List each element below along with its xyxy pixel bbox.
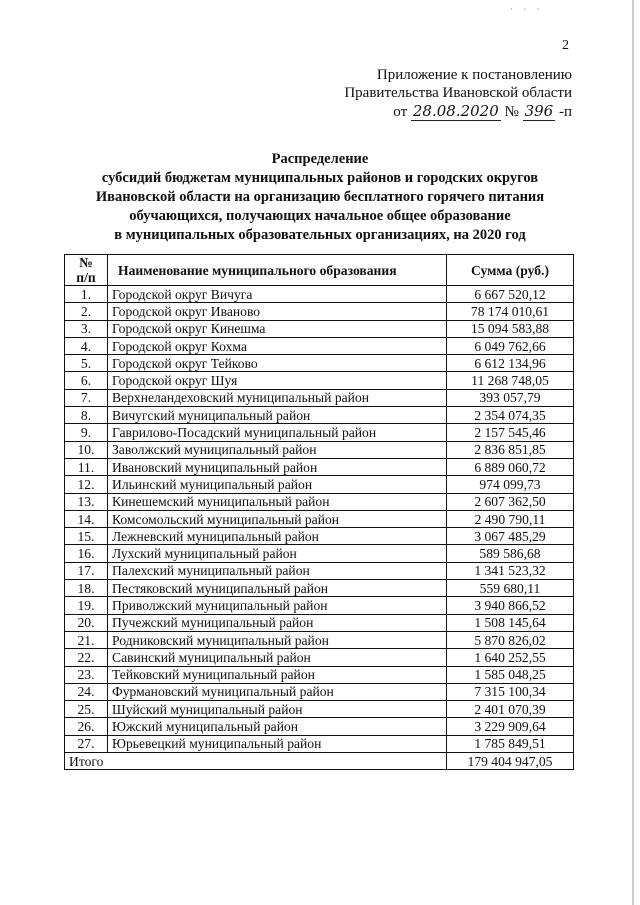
row-num: 6.	[65, 372, 108, 389]
row-name: Родниковский муниципальный район	[108, 631, 447, 648]
table-row	[65, 528, 574, 545]
row-name: Лежневский муниципальный район	[108, 528, 447, 545]
header-num-line1: №	[79, 255, 93, 270]
row-name: Вичугский муниципальный район	[108, 407, 447, 424]
row-name: Пестяковский муниципальный район	[108, 580, 447, 597]
table-row	[65, 562, 574, 579]
scan-speckle: · · ·	[510, 4, 544, 14]
row-name: Приволжский муниципальный район	[108, 597, 447, 614]
table-row	[65, 597, 574, 614]
row-sum: 2 490 790,11	[447, 510, 574, 527]
row-sum: 393 057,79	[447, 389, 574, 406]
row-name: Южский муниципальный район	[108, 718, 447, 735]
row-name: Тейковский муниципальный район	[108, 666, 447, 683]
header-name: Наименование муниципального образования	[108, 255, 447, 286]
row-name: Пучежский муниципальный район	[108, 614, 447, 631]
row-sum: 559 680,11	[447, 580, 574, 597]
table-row	[65, 303, 574, 320]
row-sum: 1 785 849,51	[447, 735, 574, 752]
row-num: 23.	[65, 666, 108, 683]
row-name: Лухский муниципальный район	[108, 545, 447, 562]
row-name: Городской округ Кинешма	[108, 320, 447, 337]
row-name: Палехский муниципальный район	[108, 562, 447, 579]
subsidy-table	[64, 254, 574, 770]
table-row	[65, 389, 574, 406]
header-num	[65, 255, 108, 286]
row-sum: 3 940 866,52	[447, 597, 574, 614]
table-row	[65, 407, 574, 424]
table-row	[65, 355, 574, 372]
row-num: 12.	[65, 476, 108, 493]
row-num: 20.	[65, 614, 108, 631]
row-sum: 974 099,73	[447, 476, 574, 493]
row-num: 25.	[65, 701, 108, 718]
row-sum: 15 094 583,88	[447, 320, 574, 337]
row-sum: 3 229 909,64	[447, 718, 574, 735]
row-num: 10.	[65, 441, 108, 458]
page-number: 2	[562, 38, 569, 53]
header-sum: Сумма (руб.)	[447, 255, 574, 286]
row-name: Городской округ Шуя	[108, 372, 447, 389]
appendix-suffix: -п	[558, 104, 572, 120]
table-header-row	[65, 255, 574, 286]
table-row	[65, 320, 574, 337]
total-row	[65, 753, 574, 770]
table-row	[65, 718, 574, 735]
row-name: Городской округ Тейково	[108, 355, 447, 372]
row-sum: 2 157 545,46	[447, 424, 574, 441]
row-num: 3.	[65, 320, 108, 337]
row-sum: 1 341 523,32	[447, 562, 574, 579]
row-sum: 589 586,68	[447, 545, 574, 562]
total-sum: 179 404 947,05	[447, 753, 574, 770]
row-sum: 2 836 851,85	[447, 441, 574, 458]
document-title	[40, 150, 600, 245]
row-num: 24.	[65, 683, 108, 700]
table-row	[65, 614, 574, 631]
row-name: Городской округ Кохма	[108, 337, 447, 354]
row-sum: 2 607 362,50	[447, 493, 574, 510]
row-sum: 2 354 074,35	[447, 407, 574, 424]
row-name: Ивановский муниципальный район	[108, 458, 447, 475]
row-sum: 6 612 134,96	[447, 355, 574, 372]
row-sum: 6 667 520,12	[447, 286, 574, 303]
table-row	[65, 441, 574, 458]
row-sum: 11 268 748,05	[447, 372, 574, 389]
row-sum: 6 889 060,72	[447, 458, 574, 475]
table-row	[65, 545, 574, 562]
table-row	[65, 458, 574, 475]
appendix-prefix: от	[393, 104, 408, 120]
appendix-line1: Приложение к постановлению	[376, 67, 572, 83]
table-row	[65, 476, 574, 493]
row-sum: 3 067 485,29	[447, 528, 574, 545]
title-line4: обучающихся, получающих начальное общее образование	[129, 208, 511, 224]
appendix-date: 28.08.2020	[412, 102, 499, 120]
table-row	[65, 493, 574, 510]
table-row	[65, 701, 574, 718]
title-line2: субсидий бюджетам муниципальных районов и городских округов	[101, 170, 539, 186]
title-line5: в муниципальных образовательных организациях, на 2020 год	[114, 227, 526, 243]
table-row	[65, 286, 574, 303]
row-num: 5.	[65, 355, 108, 372]
table-row	[65, 683, 574, 700]
row-name: Городской округ Вичуга	[108, 286, 447, 303]
appendix-number-sign: №	[504, 104, 519, 120]
row-num: 17.	[65, 562, 108, 579]
title-line1: Распределение	[271, 151, 369, 167]
row-num: 2.	[65, 303, 108, 320]
row-sum: 2 401 070,39	[447, 701, 574, 718]
table-row	[65, 510, 574, 527]
row-name: Фурмановский муниципальный район	[108, 683, 447, 700]
row-name: Верхнеландеховский муниципальный район	[108, 389, 447, 406]
table-row	[65, 424, 574, 441]
row-num: 15.	[65, 528, 108, 545]
table-row	[65, 649, 574, 666]
table-row	[65, 631, 574, 648]
row-num: 16.	[65, 545, 108, 562]
total-label: Итого	[65, 753, 447, 770]
row-num: 21.	[65, 631, 108, 648]
appendix-block	[344, 66, 572, 121]
row-name: Городской округ Иваново	[108, 303, 447, 320]
row-name: Шуйский муниципальный район	[108, 701, 447, 718]
row-num: 26.	[65, 718, 108, 735]
row-num: 1.	[65, 286, 108, 303]
row-sum: 1 508 145,64	[447, 614, 574, 631]
row-sum: 1 640 252,55	[447, 649, 574, 666]
row-num: 19.	[65, 597, 108, 614]
row-name: Савинский муниципальный район	[108, 649, 447, 666]
appendix-number: 396	[524, 102, 554, 120]
table-row	[65, 580, 574, 597]
row-sum: 6 049 762,66	[447, 337, 574, 354]
row-name: Заволжский муниципальный район	[108, 441, 447, 458]
row-name: Комсомольский муниципальный район	[108, 510, 447, 527]
appendix-line3	[344, 102, 572, 121]
row-num: 4.	[65, 337, 108, 354]
row-num: 9.	[65, 424, 108, 441]
row-num: 22.	[65, 649, 108, 666]
row-num: 13.	[65, 493, 108, 510]
row-name: Юрьевецкий муниципальный район	[108, 735, 447, 752]
table-row	[65, 735, 574, 752]
title-line3: Ивановской области на организацию бесплатного горячего питания	[95, 189, 545, 205]
table-row	[65, 666, 574, 683]
row-sum: 5 870 826,02	[447, 631, 574, 648]
table-row	[65, 372, 574, 389]
row-sum: 7 315 100,34	[447, 683, 574, 700]
row-sum: 1 585 048,25	[447, 666, 574, 683]
row-name: Ильинский муниципальный район	[108, 476, 447, 493]
header-num-line2: п/п	[76, 270, 96, 285]
scan-edge	[632, 0, 634, 905]
row-num: 11.	[65, 458, 108, 475]
row-num: 14.	[65, 510, 108, 527]
row-sum: 78 174 010,61	[447, 303, 574, 320]
row-num: 27.	[65, 735, 108, 752]
row-name: Гаврилово-Посадский муниципальный район	[108, 424, 447, 441]
table-row	[65, 337, 574, 354]
row-num: 8.	[65, 407, 108, 424]
row-name: Кинешемский муниципальный район	[108, 493, 447, 510]
row-num: 18.	[65, 580, 108, 597]
row-num: 7.	[65, 389, 108, 406]
appendix-line2: Правительства Ивановской области	[344, 85, 572, 101]
